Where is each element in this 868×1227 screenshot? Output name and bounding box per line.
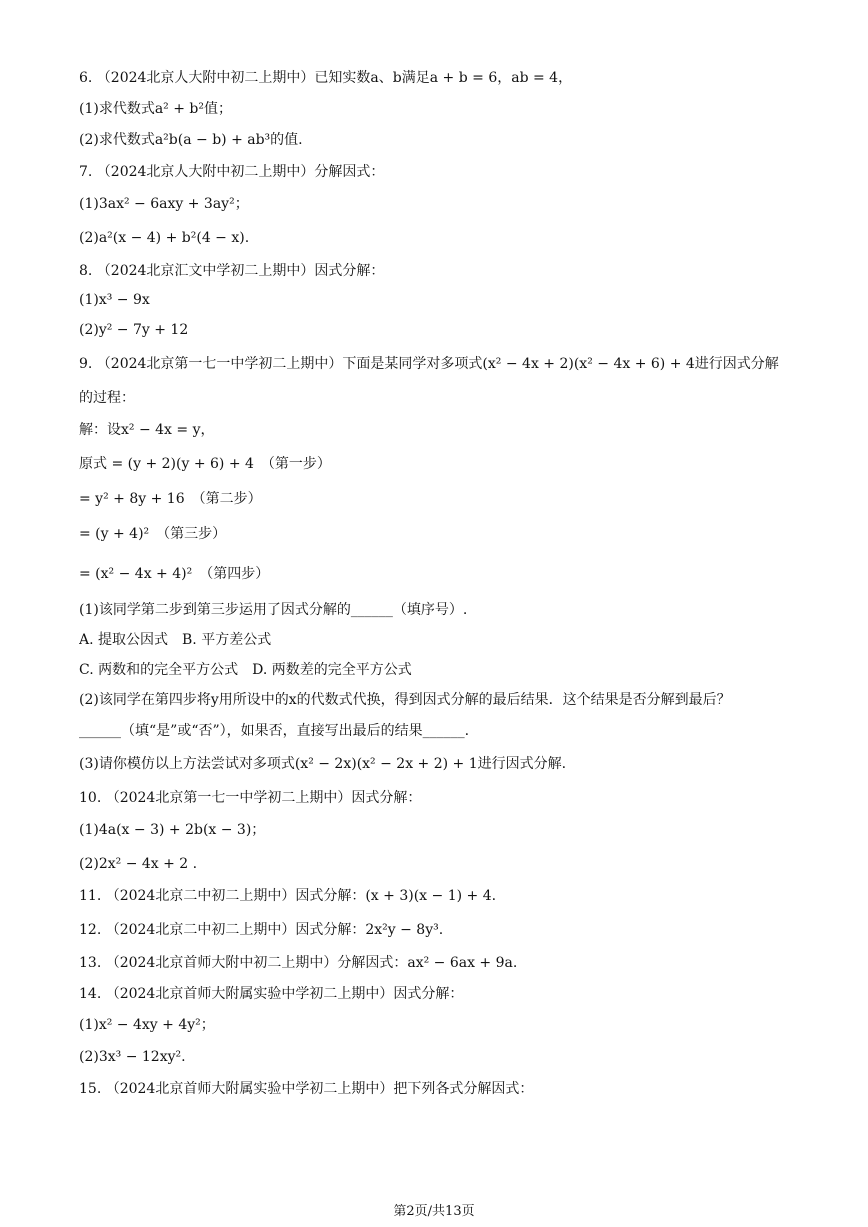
q9-part2-cont: ______（填“是”或“否”），如果否，直接写出最后的结果______.	[79, 723, 470, 739]
q15-stem: 15. （2024北京首师大附属实验中学初二上期中）把下列各式分解因式：	[79, 1081, 534, 1097]
q8-part1: (1)x³ − 9x	[79, 292, 150, 308]
q12: 12. （2024北京二中初二上期中）因式分解：2x²y − 8y³.	[79, 922, 444, 938]
q11: 11. （2024北京二中初二上期中）因式分解：(x + 3)(x − 1) + 4.	[79, 888, 497, 904]
q6-stem: 6. （2024北京人大附中初二上期中）已知实数a、b满足a + b = 6，ab = 4，	[79, 70, 573, 86]
q9-part3: (3)请你模仿以上方法尝试对多项式(x² − 2x)(x² − 2x + 2) + 1进行因式分解.	[79, 756, 567, 772]
q7-part2: (2)a²(x − 4) + b²(4 − x).	[79, 230, 250, 246]
q10-stem: 10. （2024北京第一七一中学初二上期中）因式分解：	[79, 790, 422, 806]
q10-part1: (1)4a(x − 3) + 2b(x − 3)；	[79, 822, 266, 838]
q6-part1: (1)求代数式a² + b²值；	[79, 101, 232, 117]
q9-step1: 原式 = (y + 2)(y + 6) + 4 （第一步）	[79, 456, 331, 472]
q7-stem: 7. （2024北京人大附中初二上期中）分解因式：	[79, 164, 385, 180]
q9-options-cd: C. 两数和的完全平方公式 D. 两数差的完全平方公式	[79, 662, 412, 678]
q14-part2: (2)3x³ − 12xy².	[79, 1049, 186, 1065]
q9-step4: = (x² − 4x + 4)² （第四步）	[79, 566, 270, 582]
q9-part1: (1)该同学第二步到第三步运用了因式分解的______（填序号）.	[79, 602, 468, 618]
q7-part1: (1)3ax² − 6axy + 3ay²；	[79, 196, 249, 212]
q8-part2: (2)y² − 7y + 12	[79, 322, 189, 338]
q14-part1: (1)x² − 4xy + 4y²；	[79, 1017, 215, 1033]
q9-solution-let: 解：设x² − 4x = y，	[79, 422, 215, 438]
q14-stem: 14. （2024北京首师大附属实验中学初二上期中）因式分解：	[79, 986, 464, 1002]
q6-part2: (2)求代数式a²b(a − b) + ab³的值.	[79, 132, 303, 148]
q9-part2: (2)该同学在第四步将y用所设中的x的代数式代换，得到因式分解的最后结果．这个结果是否分解到最后？	[79, 692, 731, 708]
q9-stem-cont: 的过程：	[79, 390, 135, 406]
page-number-footer: 第2页/共13页	[393, 1204, 475, 1219]
q8-stem: 8. （2024北京汇文中学初二上期中）因式分解：	[79, 263, 385, 279]
q13: 13. （2024北京首师大附中初二上期中）分解因式：ax² − 6ax + 9a.	[79, 955, 518, 971]
q10-part2: (2)2x² − 4x + 2 .	[79, 856, 198, 872]
q9-step3: = (y + 4)² （第三步）	[79, 526, 227, 542]
q9-step2: = y² + 8y + 16 （第二步）	[79, 491, 262, 507]
q9-options-ab: A. 提取公因式 B. 平方差公式	[79, 632, 272, 648]
q9-stem: 9. （2024北京第一七一中学初二上期中）下面是某同学对多项式(x² − 4x + 2)(x² − 4x + 6) + 4进行因式分解	[79, 356, 779, 372]
